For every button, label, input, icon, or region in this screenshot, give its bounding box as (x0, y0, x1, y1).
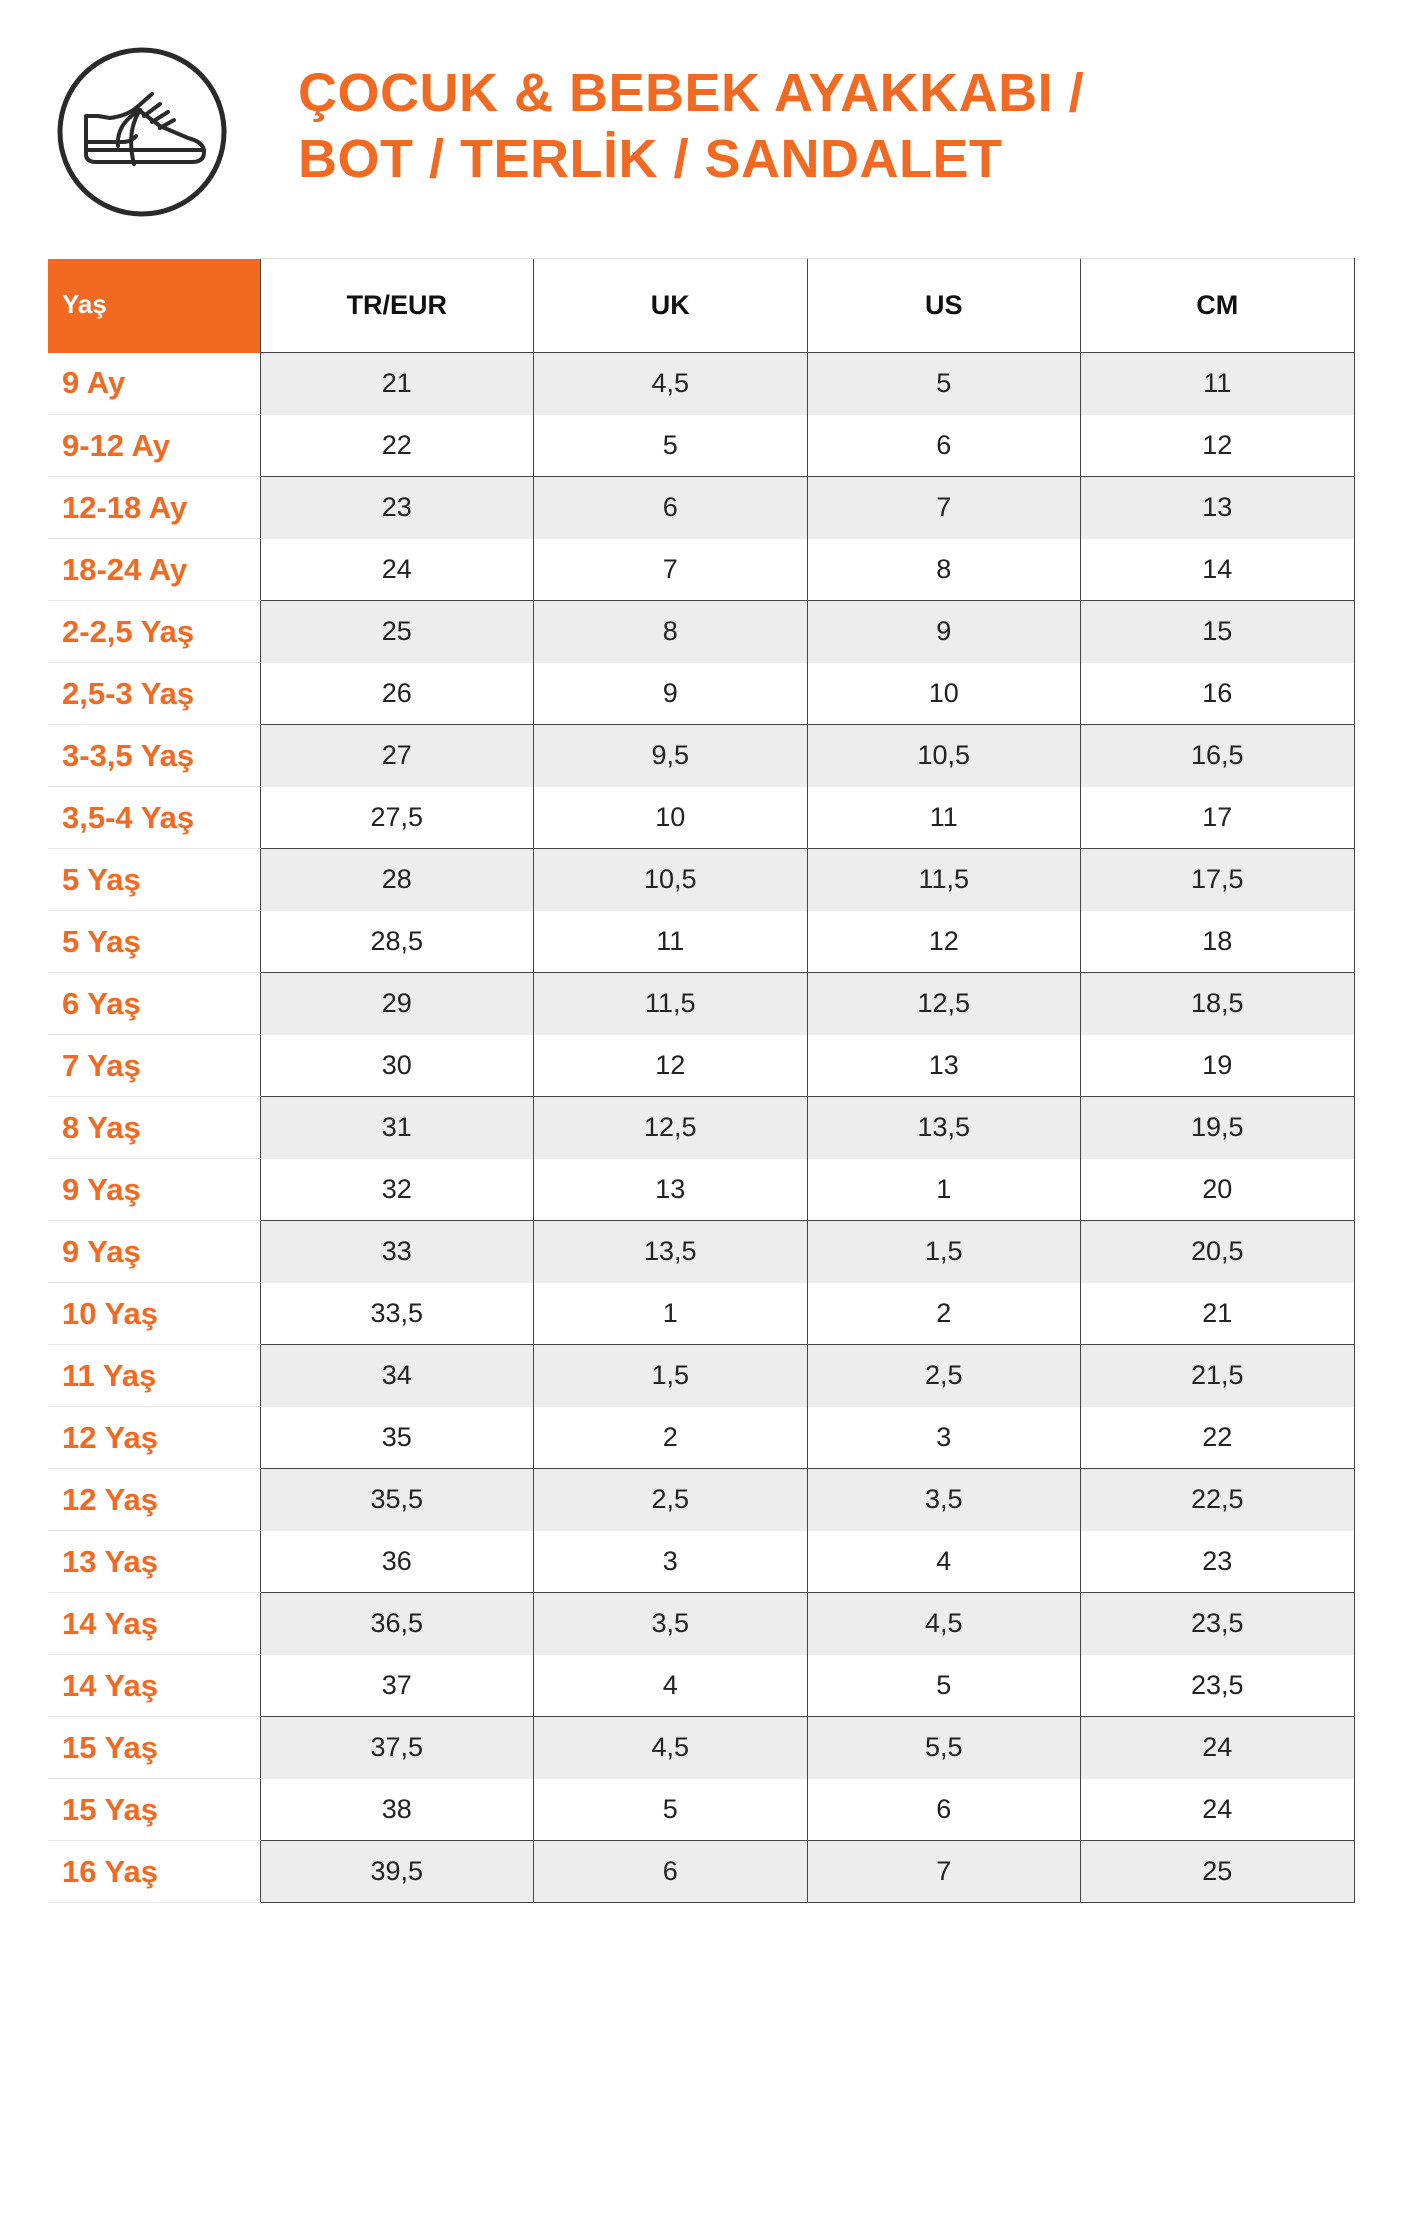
tr-eur-cell: 36 (260, 1531, 534, 1593)
table-row (48, 1779, 1354, 1841)
age-cell: 9-12 Ay (48, 415, 260, 477)
us-cell: 11 (807, 787, 1081, 849)
age-cell: 3-3,5 Yaş (48, 725, 260, 787)
uk-cell: 8 (534, 601, 808, 663)
age-cell: 15 Yaş (48, 1779, 260, 1841)
us-cell: 13 (807, 1035, 1081, 1097)
uk-cell: 12,5 (534, 1097, 808, 1159)
table-row (48, 1593, 1354, 1655)
tr-eur-cell: 27,5 (260, 787, 534, 849)
tr-eur-cell: 21 (260, 353, 534, 415)
tr-eur-cell: 29 (260, 973, 534, 1035)
uk-cell: 7 (534, 539, 808, 601)
age-cell: 11 Yaş (48, 1345, 260, 1407)
table-row (48, 1655, 1354, 1717)
uk-cell: 4,5 (534, 1717, 808, 1779)
age-cell: 2,5-3 Yaş (48, 663, 260, 725)
uk-cell: 5 (534, 415, 808, 477)
age-cell: 9 Yaş (48, 1159, 260, 1221)
table-row (48, 911, 1354, 973)
tr-eur-cell: 25 (260, 601, 534, 663)
tr-eur-cell: 35,5 (260, 1469, 534, 1531)
table-row (48, 601, 1354, 663)
table-row (48, 1407, 1354, 1469)
tr-eur-cell: 22 (260, 415, 534, 477)
tr-eur-cell: 39,5 (260, 1841, 534, 1903)
cm-cell: 23,5 (1081, 1655, 1355, 1717)
age-cell: 13 Yaş (48, 1531, 260, 1593)
age-cell: 2-2,5 Yaş (48, 601, 260, 663)
title-line-2: BOT / TERLİK / SANDALET (298, 129, 1003, 189)
age-cell: 3,5-4 Yaş (48, 787, 260, 849)
uk-cell: 2 (534, 1407, 808, 1469)
uk-cell: 10,5 (534, 849, 808, 911)
us-cell: 9 (807, 601, 1081, 663)
tr-eur-cell: 33 (260, 1221, 534, 1283)
uk-cell: 1 (534, 1283, 808, 1345)
table-row (48, 1841, 1354, 1903)
cm-cell: 15 (1081, 601, 1355, 663)
uk-cell: 12 (534, 1035, 808, 1097)
us-cell: 3,5 (807, 1469, 1081, 1531)
age-cell: 5 Yaş (48, 911, 260, 973)
cm-cell: 22,5 (1081, 1469, 1355, 1531)
cm-cell: 17 (1081, 787, 1355, 849)
age-cell: 5 Yaş (48, 849, 260, 911)
tr-eur-cell: 38 (260, 1779, 534, 1841)
cm-cell: 16,5 (1081, 725, 1355, 787)
cm-cell: 23 (1081, 1531, 1355, 1593)
us-cell: 7 (807, 477, 1081, 539)
uk-cell: 10 (534, 787, 808, 849)
us-cell: 5 (807, 1655, 1081, 1717)
table-row (48, 353, 1354, 415)
tr-eur-cell: 35 (260, 1407, 534, 1469)
age-cell: 8 Yaş (48, 1097, 260, 1159)
us-cell: 13,5 (807, 1097, 1081, 1159)
cm-cell: 25 (1081, 1841, 1355, 1903)
uk-cell: 1,5 (534, 1345, 808, 1407)
age-cell: 9 Yaş (48, 1221, 260, 1283)
us-cell: 5 (807, 353, 1081, 415)
uk-cell: 3,5 (534, 1593, 808, 1655)
age-cell: 16 Yaş (48, 1841, 260, 1903)
table-row (48, 1035, 1354, 1097)
us-cell: 4 (807, 1531, 1081, 1593)
age-cell: 6 Yaş (48, 973, 260, 1035)
us-cell: 4,5 (807, 1593, 1081, 1655)
column-header-tr-eur: TR/EUR (260, 259, 534, 353)
column-header-cm: CM (1081, 259, 1355, 353)
cm-cell: 23,5 (1081, 1593, 1355, 1655)
column-header-age: Yaş (48, 259, 260, 353)
table-row (48, 849, 1354, 911)
age-cell: 14 Yaş (48, 1593, 260, 1655)
tr-eur-cell: 36,5 (260, 1593, 534, 1655)
size-chart-table (48, 258, 1355, 1903)
age-cell: 15 Yaş (48, 1717, 260, 1779)
table-row (48, 1283, 1354, 1345)
uk-cell: 3 (534, 1531, 808, 1593)
age-cell: 7 Yaş (48, 1035, 260, 1097)
us-cell: 10,5 (807, 725, 1081, 787)
table-row (48, 1221, 1354, 1283)
tr-eur-cell: 34 (260, 1345, 534, 1407)
uk-cell: 6 (534, 1841, 808, 1903)
uk-cell: 4,5 (534, 353, 808, 415)
cm-cell: 18,5 (1081, 973, 1355, 1035)
cm-cell: 11 (1081, 353, 1355, 415)
table-row (48, 1531, 1354, 1593)
shoe-icon (56, 46, 228, 218)
tr-eur-cell: 30 (260, 1035, 534, 1097)
us-cell: 1,5 (807, 1221, 1081, 1283)
title-line-1: ÇOCUK & BEBEK AYAKKABI / (298, 63, 1085, 123)
cm-cell: 19,5 (1081, 1097, 1355, 1159)
uk-cell: 9,5 (534, 725, 808, 787)
uk-cell: 13 (534, 1159, 808, 1221)
tr-eur-cell: 37 (260, 1655, 534, 1717)
us-cell: 2,5 (807, 1345, 1081, 1407)
table-row (48, 415, 1354, 477)
table-row (48, 1469, 1354, 1531)
tr-eur-cell: 26 (260, 663, 534, 725)
table-row (48, 539, 1354, 601)
tr-eur-cell: 27 (260, 725, 534, 787)
cm-cell: 21,5 (1081, 1345, 1355, 1407)
tr-eur-cell: 23 (260, 477, 534, 539)
cm-cell: 24 (1081, 1779, 1355, 1841)
cm-cell: 20,5 (1081, 1221, 1355, 1283)
uk-cell: 11,5 (534, 973, 808, 1035)
table-row (48, 1159, 1354, 1221)
tr-eur-cell: 32 (260, 1159, 534, 1221)
uk-cell: 11 (534, 911, 808, 973)
us-cell: 5,5 (807, 1717, 1081, 1779)
cm-cell: 21 (1081, 1283, 1355, 1345)
age-cell: 12-18 Ay (48, 477, 260, 539)
age-cell: 12 Yaş (48, 1407, 260, 1469)
us-cell: 12 (807, 911, 1081, 973)
cm-cell: 22 (1081, 1407, 1355, 1469)
age-cell: 9 Ay (48, 353, 260, 415)
cm-cell: 12 (1081, 415, 1355, 477)
uk-cell: 6 (534, 477, 808, 539)
us-cell: 2 (807, 1283, 1081, 1345)
uk-cell: 9 (534, 663, 808, 725)
tr-eur-cell: 28 (260, 849, 534, 911)
table-row (48, 973, 1354, 1035)
tr-eur-cell: 31 (260, 1097, 534, 1159)
tr-eur-cell: 24 (260, 539, 534, 601)
tr-eur-cell: 33,5 (260, 1283, 534, 1345)
age-cell: 10 Yaş (48, 1283, 260, 1345)
cm-cell: 13 (1081, 477, 1355, 539)
us-cell: 12,5 (807, 973, 1081, 1035)
uk-cell: 4 (534, 1655, 808, 1717)
uk-cell: 2,5 (534, 1469, 808, 1531)
table-row (48, 1097, 1354, 1159)
table-row (48, 787, 1354, 849)
uk-cell: 13,5 (534, 1221, 808, 1283)
shoe-logo (56, 46, 228, 218)
table-row (48, 477, 1354, 539)
us-cell: 7 (807, 1841, 1081, 1903)
us-cell: 3 (807, 1407, 1081, 1469)
age-cell: 14 Yaş (48, 1655, 260, 1717)
column-header-us: US (807, 259, 1081, 353)
us-cell: 10 (807, 663, 1081, 725)
us-cell: 11,5 (807, 849, 1081, 911)
cm-cell: 18 (1081, 911, 1355, 973)
us-cell: 6 (807, 1779, 1081, 1841)
table-header-row (48, 259, 1354, 353)
cm-cell: 17,5 (1081, 849, 1355, 911)
us-cell: 8 (807, 539, 1081, 601)
uk-cell: 5 (534, 1779, 808, 1841)
tr-eur-cell: 37,5 (260, 1717, 534, 1779)
age-cell: 18-24 Ay (48, 539, 260, 601)
table-row (48, 725, 1354, 787)
us-cell: 6 (807, 415, 1081, 477)
page-title (298, 60, 1084, 192)
table-row (48, 1717, 1354, 1779)
cm-cell: 14 (1081, 539, 1355, 601)
table-row (48, 663, 1354, 725)
cm-cell: 19 (1081, 1035, 1355, 1097)
column-header-uk: UK (534, 259, 808, 353)
tr-eur-cell: 28,5 (260, 911, 534, 973)
age-cell: 12 Yaş (48, 1469, 260, 1531)
table-row (48, 1345, 1354, 1407)
cm-cell: 16 (1081, 663, 1355, 725)
cm-cell: 20 (1081, 1159, 1355, 1221)
us-cell: 1 (807, 1159, 1081, 1221)
cm-cell: 24 (1081, 1717, 1355, 1779)
